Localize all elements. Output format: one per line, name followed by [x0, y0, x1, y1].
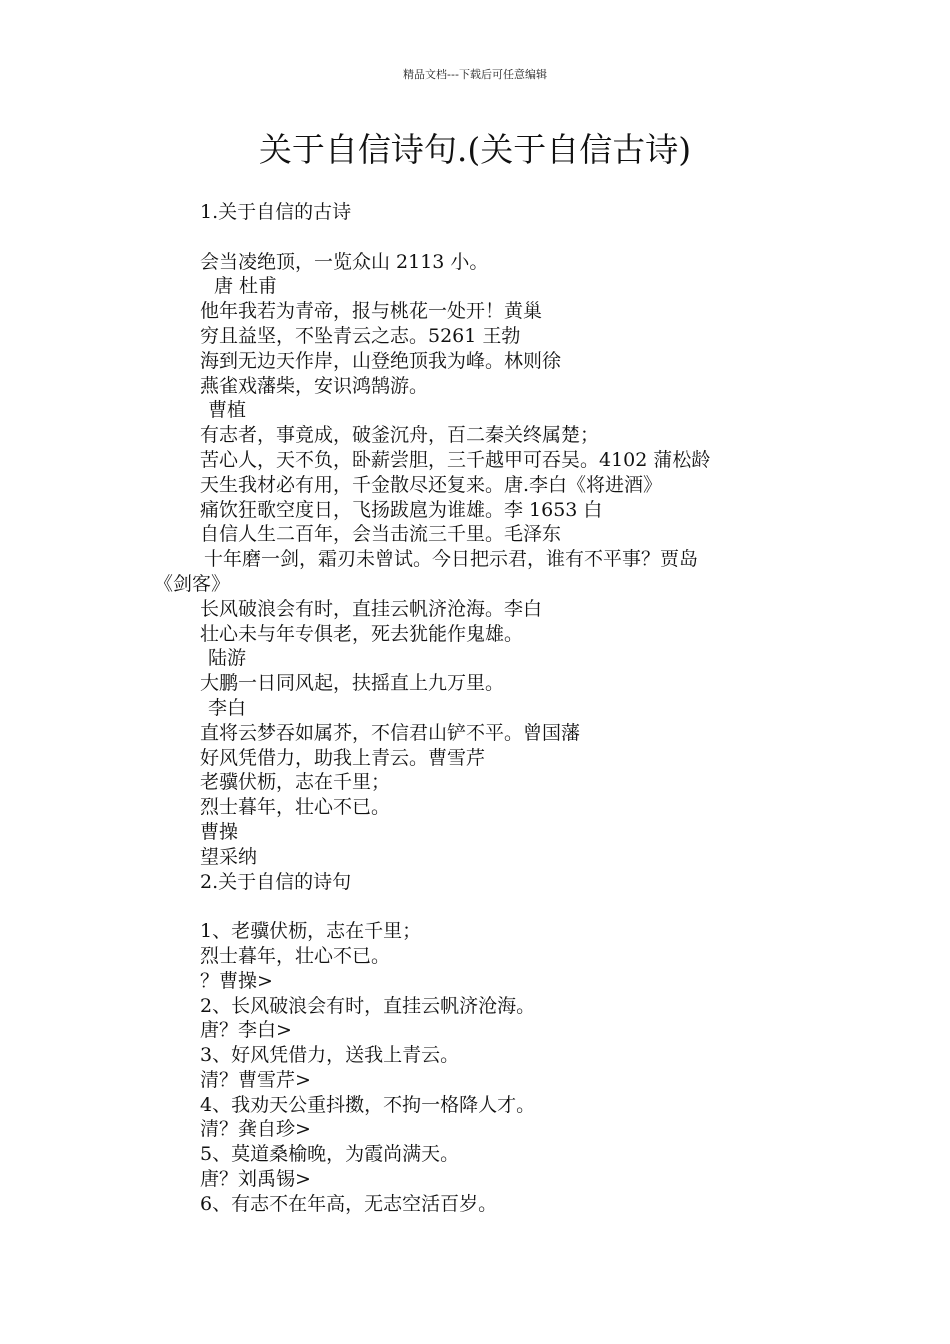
document-body	[154, 200, 900, 1217]
text-line: 曹植	[208, 399, 247, 422]
text-line: 天生我材必有用，千金散尽还复来。唐.李白《将进酒》	[200, 473, 663, 496]
text-line: 穷且益坚，不坠青云之志。5261 王勃	[200, 324, 521, 347]
document-title: 关于自信诗句.(关于自信古诗)	[258, 130, 692, 169]
text-line: 烈士暮年，壮心不已。	[200, 944, 391, 967]
text-line: 燕雀戏藩柴，安识鸿鹄游。	[200, 374, 429, 397]
text-line: 他年我若为青帝，报与桃花一处开！黄巢	[200, 300, 543, 323]
text-line: 苦心人，天不负，卧薪尝胆，三千越甲可吞吴。4102 蒲松龄	[200, 448, 711, 471]
page-header: 精品文档---下载后可任意编辑	[403, 68, 547, 81]
text-line: 烈士暮年，壮心不已。	[200, 796, 391, 819]
text-line: ？曹操>	[200, 969, 273, 992]
text-line: 老骥伏枥，志在千里；	[200, 771, 391, 794]
text-line: 海到无边天作岸，山登绝顶我为峰。林则徐	[200, 349, 562, 372]
text-line: 5、莫道桑榆晚，为霞尚满天。	[200, 1143, 460, 1166]
blank-line	[200, 225, 900, 250]
text-line: 望采纳	[200, 845, 258, 868]
text-line: 长风破浪会有时，直挂云帆济沧海。李白	[200, 597, 543, 620]
text-line: 4、我劝天公重抖擞，不拘一格降人才。	[200, 1093, 536, 1116]
text-line: 好风凭借力，助我上青云。曹雪芹	[200, 746, 486, 769]
text-line: 曹操	[200, 820, 239, 843]
text-line: 清？龚自珍>	[200, 1118, 311, 1141]
text-line: 陆游	[208, 647, 247, 670]
text-line: 2.关于自信的诗句	[200, 870, 352, 893]
text-line: 会当凌绝顶，一览众山 2113 小。	[200, 250, 489, 273]
text-line: 1.关于自信的古诗	[200, 201, 352, 223]
text-line: 十年磨一剑，霜刃未曾试。今日把示君，谁有不平事？贾岛	[204, 548, 699, 571]
text-line: 清？曹雪芹>	[200, 1068, 311, 1091]
text-line: 自信人生二百年，会当击流三千里。毛泽东	[200, 523, 562, 546]
text-line: 壮心未与年专俱老，死去犹能作鬼雄。	[200, 622, 524, 645]
blank-line	[200, 894, 900, 919]
text-line: 大鹏一日同风起，扶摇直上九万里。	[200, 672, 505, 695]
text-line: 3、好风凭借力，送我上青云。	[200, 1044, 460, 1067]
text-line: 痛饮狂歌空度日，飞扬跋扈为谁雄。李 1653 白	[200, 498, 603, 521]
text-line: 有志者，事竟成，破釜沉舟，百二秦关终属楚；	[200, 424, 600, 447]
text-line: 《剑客》	[154, 572, 231, 595]
text-line: 唐 杜甫	[214, 275, 278, 298]
text-line: 6、有志不在年高，无志空活百岁。	[200, 1192, 498, 1215]
text-line: 唐？李白>	[200, 1019, 292, 1042]
text-line: 2、长风破浪会有时，直挂云帆济沧海。	[200, 994, 536, 1017]
text-line: 唐？刘禹锡>	[200, 1168, 311, 1191]
text-line: 直将云梦吞如属芥，不信君山铲不平。曾国藩	[200, 721, 581, 744]
text-line: 李白	[208, 696, 247, 719]
text-line: 1、老骥伏枥，志在千里；	[200, 920, 422, 943]
